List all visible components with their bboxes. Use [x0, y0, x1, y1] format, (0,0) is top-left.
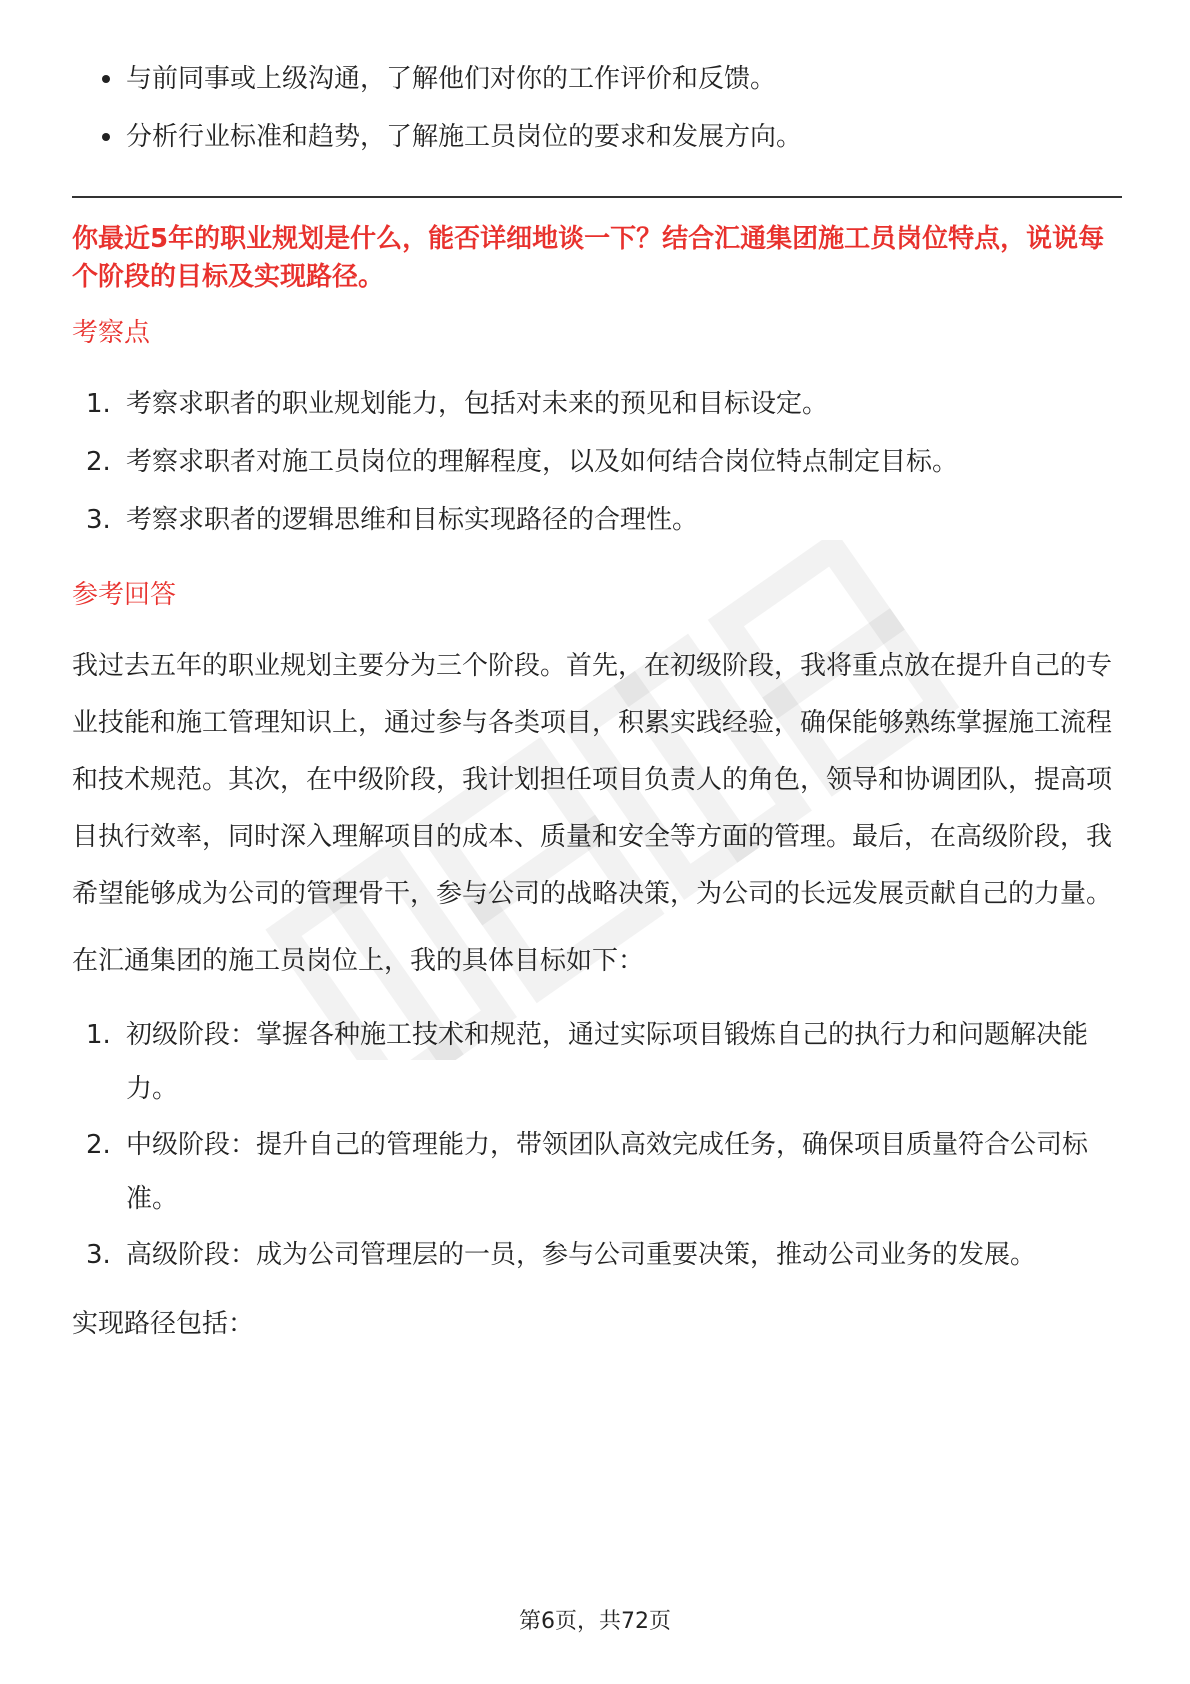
section-heading-reference-answer: 参考回答 [72, 580, 177, 610]
list-item [72, 376, 1122, 432]
list-item [72, 434, 1122, 490]
bullet-text: 与前同事或上级沟通，了解他们对你的工作评价和反馈。 [126, 64, 777, 94]
question-heading: 你最近5年的职业规划是什么，能否详细地谈一下？结合汇通集团施工员岗位特点，说说每个阶段的目标及实现路径。 [72, 224, 1105, 292]
list-item [72, 1118, 1122, 1226]
list-text: 高级阶段：成为公司管理层的一员，参与公司重要决策，推动公司业务的发展。 [126, 1240, 1037, 1270]
list-number: 2. [86, 447, 111, 477]
answer-paragraph: 我过去五年的职业规划主要分为三个阶段。首先，在初级阶段，我将重点放在提升自己的专业技能和施工管理知识上，通过参与各类项目，积累实践经验，确保能够熟练掌握施工流程和技术规范。其次，在中级阶段，我计划担任项目负责人的角色，领导和协调团队，提高项目执行效率，同时深入理解项目的成本、质量和安全等方面的管理。最后，在高级阶段，我希望能够成为公司的管理骨干，参与公司的战略决策，为公司的长远发展贡献自己的力量。 [72, 651, 1113, 909]
assessment-list [72, 376, 1122, 548]
list-text: 考察求职者的职业规划能力，包括对未来的预见和目标设定。 [126, 389, 829, 419]
list-text: 考察求职者的逻辑思维和目标实现路径的合理性。 [126, 505, 699, 535]
list-number: 2. [86, 1130, 111, 1160]
list-item [72, 1228, 1122, 1282]
section-heading-assessment: 考察点 [72, 318, 151, 348]
bullet-item [72, 60, 1122, 98]
list-number: 1. [86, 1020, 111, 1050]
path-intro: 实现路径包括： [72, 1309, 255, 1339]
list-text: 中级阶段：提升自己的管理能力，带领团队高效完成任务，确保项目质量符合公司标准。 [126, 1130, 1089, 1214]
bullet-item [72, 118, 1122, 156]
section-divider [72, 196, 1122, 198]
list-number: 3. [86, 1240, 111, 1270]
document-page [72, 60, 1122, 1353]
list-item [72, 492, 1122, 548]
bullet-text: 分析行业标准和趋势，了解施工员岗位的要求和发展方向。 [126, 122, 803, 152]
goals-list [72, 1008, 1122, 1282]
list-text: 初级阶段：掌握各种施工技术和规范，通过实际项目锻炼自己的执行力和问题解决能力。 [126, 1020, 1089, 1104]
top-bullet-list [72, 60, 1122, 156]
list-number: 3. [86, 505, 111, 535]
page-footer: 第6页，共72页 [519, 1609, 671, 1634]
list-text: 考察求职者对施工员岗位的理解程度，以及如何结合岗位特点制定目标。 [126, 447, 959, 477]
answer-intro: 在汇通集团的施工员岗位上，我的具体目标如下： [72, 946, 645, 976]
list-number: 1. [86, 389, 111, 419]
list-item [72, 1008, 1122, 1116]
bullet-dot-icon [102, 75, 110, 83]
bullet-dot-icon [102, 133, 110, 141]
